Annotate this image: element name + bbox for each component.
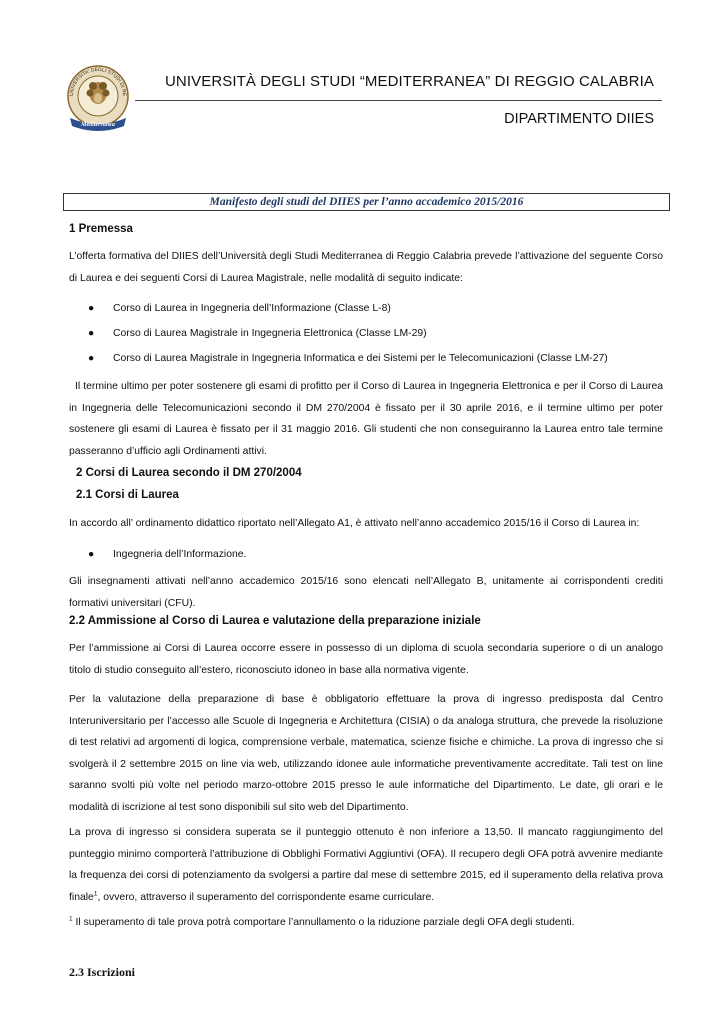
department-name: DIPARTIMENTO DIIES bbox=[504, 111, 654, 127]
section-2-3-heading: 2.3 Iscrizioni bbox=[69, 965, 135, 979]
logo-text: Mediterranea bbox=[81, 122, 115, 128]
section-2-2-heading: 2.2 Ammissione al Corso di Laurea e valutazione della preparazione iniziale bbox=[69, 615, 481, 627]
section-1-intro: L’offerta formativa del DIIES dell’Università degli Studi Mediterranea di Reggio Calabria prevede l’attivazione del seguente Corso di Laurea e dei seguenti Corsi di Laurea Magistrale, nelle modalità di seguito indicate: bbox=[69, 251, 663, 284]
footnote-text: Il superamento di tale prova potrà comportare l’annullamento o la riduzione parziale degli OFA degli studenti. bbox=[75, 917, 575, 928]
section-2-1-intro: In accordo all’ ordinamento didattico riportato nell’Allegato A1, è attivato nell’anno accademico 2015/16 il Corso di Laurea in: bbox=[69, 518, 640, 529]
section-1-heading: 1 Premessa bbox=[69, 223, 133, 235]
section-2-heading: 2 Corsi di Laurea secondo il DM 270/2004 bbox=[76, 467, 302, 479]
university-name: UNIVERSITÀ DEGLI STUDI “MEDITERRANEA” DI REGGIO CALABRIA bbox=[164, 73, 654, 90]
logo-ring-text: UNIVERSITA' DEGLI STUDI DI RE bbox=[68, 66, 128, 97]
list-item-text: Corso di Laurea Magistrale in Ingegneria Elettronica (Classe LM-29) bbox=[113, 328, 427, 339]
bullet-icon: ● bbox=[88, 303, 95, 314]
section-2-1-courses: Gli insegnamenti attivati nell’anno accademico 2015/16 sono elencati nell’Allegato B, unitamente ai corrispondenti crediti formativi universitari (CFU). bbox=[69, 576, 663, 609]
section-2-2-admission: Per l’ammissione ai Corsi di Laurea occorre essere in possesso di un diploma di scuola secondaria superiore o di un analogo titolo di studio conseguito all’estero, riconosciuto idoneo in base alla normativa vigente. bbox=[69, 643, 663, 676]
list-item-text: Corso di Laurea Magistrale in Ingegneria Informatica e dei Sistemi per le Telecomunicazioni (Classe LM-27) bbox=[113, 353, 608, 364]
ofa-text-end: , ovvero, attraverso il superamento del corrispondente esame curriculare. bbox=[97, 891, 435, 903]
list-item-text: Ingegneria dell’Informazione. bbox=[113, 549, 247, 560]
university-logo bbox=[66, 60, 130, 134]
section-2-2-entry-test: Per la valutazione della preparazione di base è obbligatorio effettuare la prova di ingresso predisposta dal Centro Interuniversitario per l’accesso alle Scuole di Ingegneria e Architettura (CISIA) o da analoga struttura, che prevede la risoluzione di test relativi ad argomenti di logica, comprensione verbale, matematica, scienze fisiche e chimiche. La prova di ingresso che si svolgerà il 2 settembre 2015 on line via web, utilizzando idonee aule informatiche preventivamente accreditate. Tali test on line saranno svolti più volte nel periodo marzo-ottobre 2015 presso le aule informatiche del Dipartimento. Le date, gli orari e le modalità di iscrizione al test sono disponibili sul sito web del Dipartimento. bbox=[69, 694, 663, 813]
header-divider bbox=[135, 100, 662, 101]
bullet-icon: ● bbox=[88, 328, 95, 339]
footnote-mark: 1 bbox=[69, 915, 73, 923]
section-2-2-ofa bbox=[69, 822, 663, 908]
manifesto-title: Manifesto degli studi del DIIES per l’anno accademico 2015/2016 bbox=[63, 193, 670, 211]
ofa-text: La prova di ingresso si considera superata se il punteggio ottenuto è non inferiore a 13,50. Il mancato raggiungimento del punteggio minimo comporterà l’attribuzione di Obblighi Formativi Aggiuntivi (OFA). Il recupero degli OFA potrà avvenire mediante la frequenza dei corsi di potenziamento da svolgersi a partire dal mese di settembre 2015, ed il superamento della relativa prova finale bbox=[69, 827, 663, 903]
section-2-1-heading: 2.1 Corsi di Laurea bbox=[76, 489, 179, 501]
section-1-deadline: Il termine ultimo per poter sostenere gli esami di profitto per il Corso di Laurea in Ingegneria Elettronica e per il Corso di Laurea in Ingegneria delle Telecomunicazioni secondo il DM 270/2004 è fissato per il 30 aprile 2016, e il termine ultimo per poter sostenere gli esami di Laurea è fissato per il 31 maggio 2016. Gli studenti che non conseguiranno la Laurea entro tale termine passeranno d’ufficio agli Ordinamenti attivi. bbox=[69, 381, 663, 457]
list-item-text: Corso di Laurea in Ingegneria dell’Informazione (Classe L-8) bbox=[113, 303, 391, 314]
bullet-icon: ● bbox=[88, 549, 95, 560]
bullet-icon: ● bbox=[88, 353, 95, 364]
footnote bbox=[69, 917, 663, 928]
footnote-reference: 1 bbox=[93, 890, 98, 898]
